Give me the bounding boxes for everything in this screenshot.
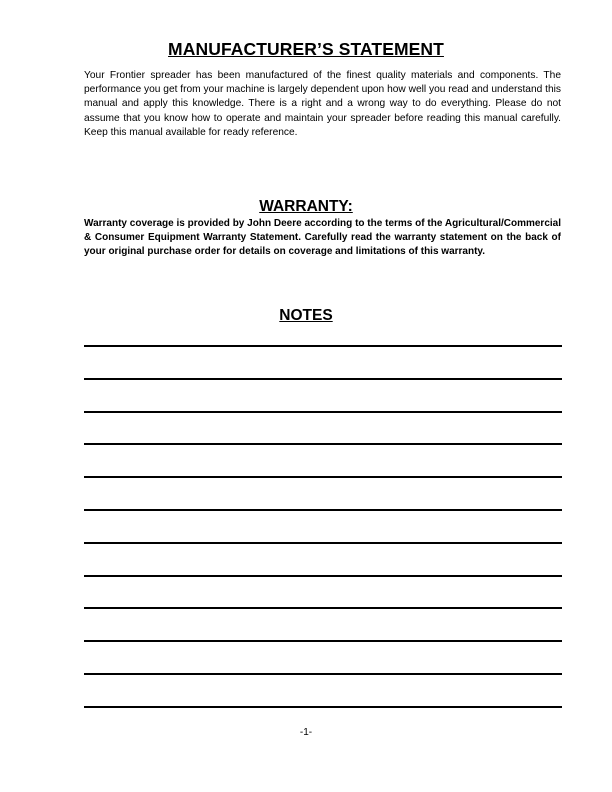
notes-line bbox=[84, 706, 562, 708]
notes-line bbox=[84, 542, 562, 544]
notes-line bbox=[84, 607, 562, 609]
notes-heading: NOTES bbox=[279, 307, 333, 324]
notes-line bbox=[84, 378, 562, 380]
notes-line bbox=[84, 575, 562, 577]
notes-line bbox=[84, 673, 562, 675]
notes-line bbox=[84, 509, 562, 511]
statement-paragraph: Your Frontier spreader has been manufactured of the finest quality materials and components. The performance you get from your machine is largely dependent upon how well you read and understand this manual and apply this knowledge. There is a right and a wrong way to do everything. Please do not assume that you know how to operate and maintain your spreader before reading this manual carefully. Keep this manual available for ready reference. bbox=[84, 70, 561, 138]
notes-line bbox=[84, 476, 562, 478]
warranty-paragraph: Warranty coverage is provided by John Deere according to the terms of the Agricultural/Commercial & Consumer Equipment Warranty Statement. Carefully read the warranty statement on the back of your original purchase order for details on coverage and limitations of this warranty. bbox=[84, 218, 561, 258]
notes-line bbox=[84, 345, 562, 347]
warranty-heading: WARRANTY: bbox=[259, 198, 353, 215]
notes-line bbox=[84, 411, 562, 413]
notes-line bbox=[84, 443, 562, 445]
notes-line bbox=[84, 640, 562, 642]
page-title: MANUFACTURER’S STATEMENT bbox=[168, 39, 444, 59]
page-number: -1- bbox=[299, 727, 313, 738]
